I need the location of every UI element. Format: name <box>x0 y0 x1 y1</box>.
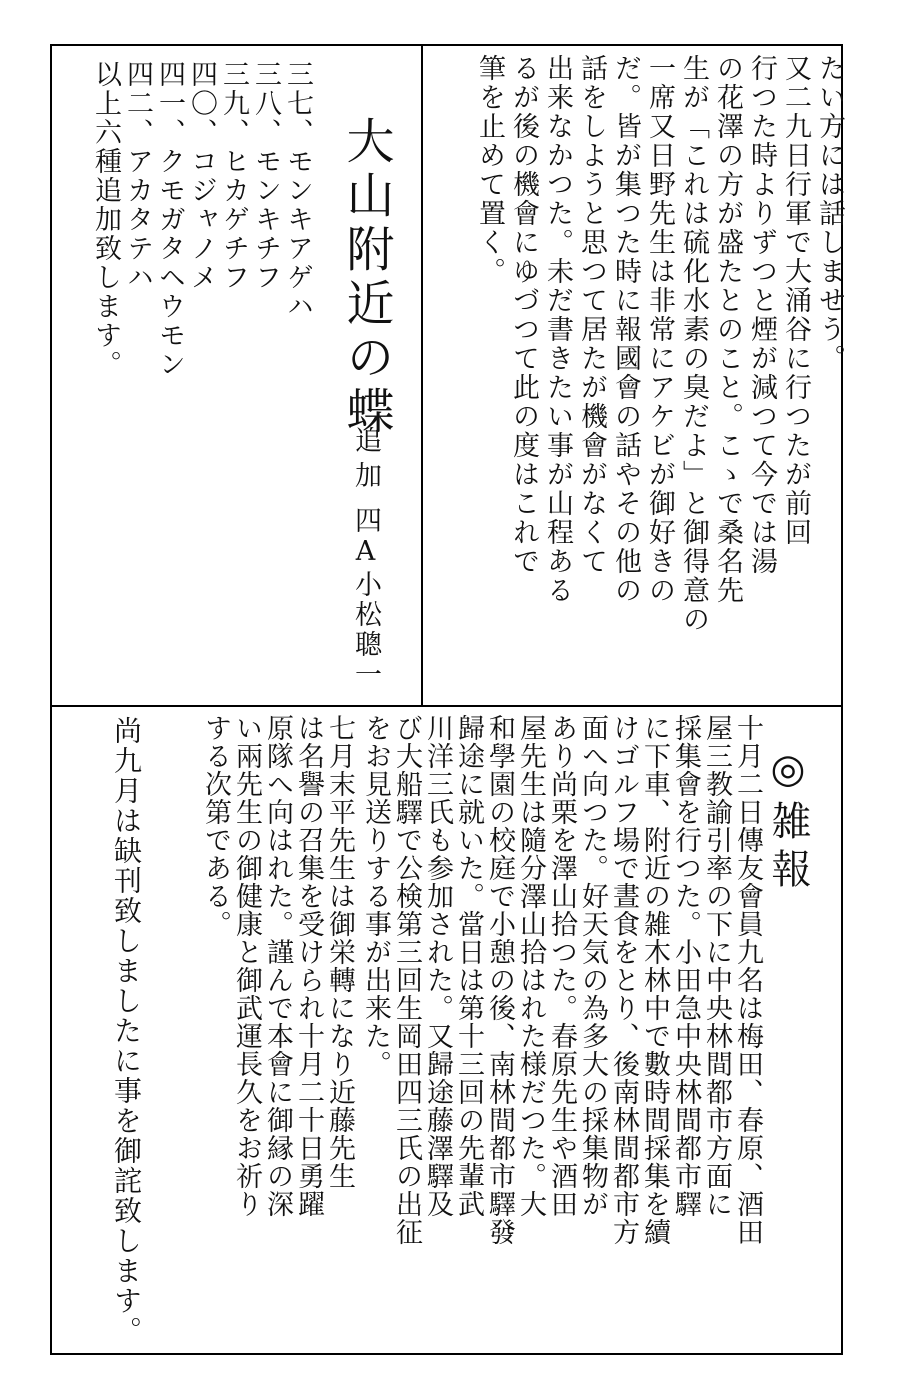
text-column: あり尚栗を澤山拾つた。春原先生や酒田 <box>546 714 577 1218</box>
text-column: 十月二日傳友會員九名は梅田、春原、酒田 <box>732 714 763 1246</box>
article-title: 大山附近の蝶 <box>338 116 394 440</box>
article-subtitle: 追加 <box>350 426 381 496</box>
text-column: 七月末平先生は御栄轉になり近藤先生 <box>324 714 355 1190</box>
text-column: 筆を止めて置く。 <box>474 54 505 286</box>
text-column: は名譽の召集を受けられ十月二十日勇躍 <box>293 714 324 1218</box>
text-column: 採集會を行つた。小田急中央林間都市驛 <box>670 714 701 1218</box>
text-column: 又二九日行軍で大涌谷に行つたが前回 <box>780 54 811 547</box>
text-column: 話をしようと思つて居たが機會がなくて <box>576 54 607 576</box>
text-column: 川洋三氏も参加された。又歸途藤澤驛及 <box>422 714 453 1218</box>
text-column: 原隊へ向はれた。謹んで本會に御縁の深 <box>262 714 293 1218</box>
text-column: の花澤の方が盛たとのこと。こゝで桑名先 <box>712 54 743 605</box>
text-column: び大船驛で公検第三回生岡田四三氏の出征 <box>391 714 422 1246</box>
document-page <box>50 44 843 1355</box>
text-column: 屋先生は隨分澤山拾はれた様だつた。大 <box>515 714 546 1218</box>
horizontal-divider <box>52 705 841 707</box>
text-column: 歸途に就いた。當日は第十三回の先輩武 <box>453 714 484 1218</box>
list-item: 三八、モンキチフ <box>250 60 281 292</box>
text-column: に下車、附近の雑木林中で數時間採集を續 <box>639 714 670 1246</box>
list-item: 四〇、コジャノメ <box>186 60 217 292</box>
text-column: をお見送りする事が出来た。 <box>360 714 391 1078</box>
text-column: だ。皆が集つた時に報國會の話やその他の <box>610 54 641 605</box>
text-column: する次第である。 <box>200 714 231 938</box>
list-item: 四一、クモガタヘウモン <box>154 60 185 379</box>
text-column: たい方には話しませう。 <box>814 54 845 373</box>
text-column: 和學園の校庭で小憩の後、南林間都市驛發 <box>484 714 515 1246</box>
text-column: るが後の機會にゆづつて此の度はこれで <box>508 54 539 576</box>
text-column: 面へ向つた。好天気の為多大の採集物が <box>577 714 608 1218</box>
text-column: い兩先生の御健康と御武運長久をお祈り <box>231 714 262 1218</box>
section-heading: ◎雑報 <box>765 746 811 896</box>
list-item: 三七、モンキアゲハ <box>282 60 313 321</box>
vertical-divider <box>421 46 423 705</box>
text-column: 出来なかつた。未だ書きたい事が山程ある <box>542 54 573 605</box>
text-column: 一席又日野先生は非常にアケビが御好きの <box>644 54 675 605</box>
text-column: 屋三教諭引率の下に中央林間都市方面に <box>701 714 732 1218</box>
list-item: 以上六種追加致します。 <box>90 60 121 379</box>
list-item: 四二、アカタテハ <box>122 60 153 292</box>
text-column: 尚九月は缺刊致しましたに事を御詫致します。 <box>110 716 143 1346</box>
article-author: 四A小松聰一 <box>350 506 381 690</box>
list-item: 三九、ヒカゲチフ <box>218 60 249 292</box>
text-column: 生が「これは硫化水素の臭だよ」と御得意の <box>678 54 709 634</box>
text-column: けゴルフ場で晝食をとり、後南林間都市方 <box>608 714 639 1246</box>
text-column: 行つた時よりずつと煙が減つて今では湯 <box>746 54 777 576</box>
